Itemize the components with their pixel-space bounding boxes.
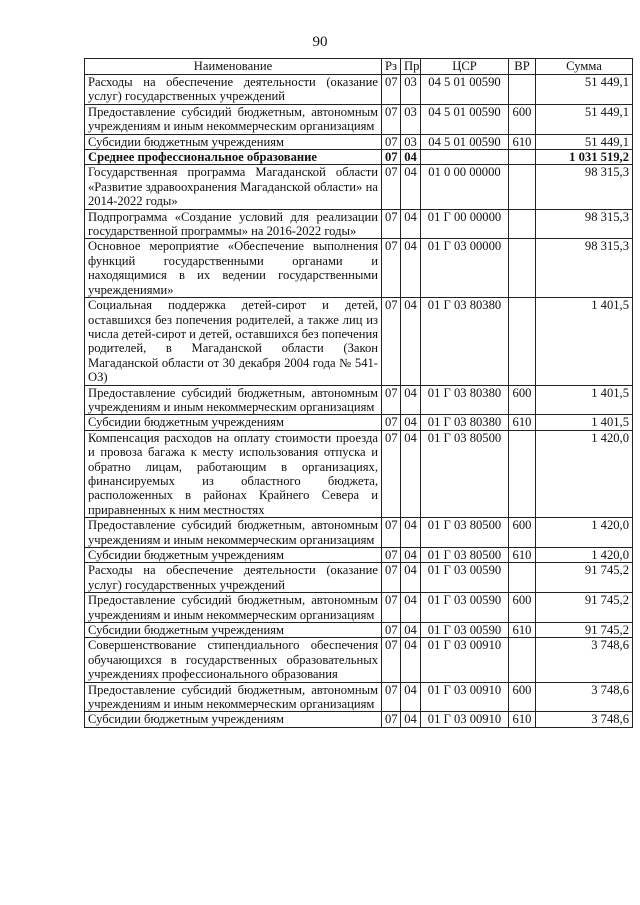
cell-rz: 07 <box>382 239 401 298</box>
cell-vr <box>509 209 536 239</box>
cell-pr: 04 <box>401 712 421 727</box>
column-header-vr: ВР <box>509 59 536 75</box>
cell-pr: 04 <box>401 298 421 385</box>
cell-pr: 04 <box>401 638 421 682</box>
cell-rz: 07 <box>382 165 401 209</box>
cell-sum: 1 401,5 <box>536 415 633 430</box>
table-row <box>85 638 633 682</box>
cell-name: Субсидии бюджетным учреждениям <box>85 415 382 430</box>
cell-sum: 91 745,2 <box>536 593 633 623</box>
cell-vr: 610 <box>509 548 536 563</box>
table-row-section <box>85 150 633 165</box>
cell-vr <box>509 563 536 593</box>
cell-sum: 1 401,5 <box>536 298 633 385</box>
cell-csr: 01 0 00 00000 <box>421 165 509 209</box>
cell-name: Субсидии бюджетным учреждениям <box>85 548 382 563</box>
cell-vr <box>509 430 536 517</box>
cell-vr <box>509 239 536 298</box>
cell-vr <box>509 75 536 105</box>
cell-name: Предоставление субсидий бюджетным, автономным учреждениям и иным некоммерческим организациям <box>85 518 382 548</box>
budget-table <box>84 58 633 728</box>
column-header-sum: Сумма <box>536 59 633 75</box>
column-header-rz: Рз <box>382 59 401 75</box>
column-header-pr: Пр <box>401 59 421 75</box>
table-row <box>85 682 633 712</box>
cell-csr: 01 Г 03 00590 <box>421 563 509 593</box>
cell-name: Предоставление субсидий бюджетным, автономным учреждениям и иным некоммерческим организациям <box>85 104 382 134</box>
cell-csr: 01 Г 03 00590 <box>421 593 509 623</box>
table-row <box>85 298 633 385</box>
cell-vr: 600 <box>509 104 536 134</box>
cell-sum: 51 449,1 <box>536 75 633 105</box>
cell-csr: 01 Г 03 00000 <box>421 239 509 298</box>
cell-pr: 04 <box>401 209 421 239</box>
cell-vr: 600 <box>509 682 536 712</box>
cell-csr: 01 Г 03 00590 <box>421 623 509 638</box>
cell-pr: 04 <box>401 563 421 593</box>
cell-pr: 04 <box>401 623 421 638</box>
cell-csr <box>421 150 509 165</box>
cell-rz: 07 <box>382 638 401 682</box>
cell-name: Предоставление субсидий бюджетным, автономным учреждениям и иным некоммерческим организациям <box>85 682 382 712</box>
table-header-row <box>85 59 633 75</box>
cell-csr: 01 Г 03 80380 <box>421 385 509 415</box>
cell-rz: 07 <box>382 150 401 165</box>
cell-pr: 04 <box>401 415 421 430</box>
column-header-csr: ЦСР <box>421 59 509 75</box>
cell-vr <box>509 165 536 209</box>
cell-vr: 610 <box>509 415 536 430</box>
cell-csr: 01 Г 03 80380 <box>421 298 509 385</box>
cell-csr: 04 5 01 00590 <box>421 104 509 134</box>
cell-sum: 51 449,1 <box>536 104 633 134</box>
table-row <box>85 518 633 548</box>
cell-pr: 04 <box>401 165 421 209</box>
cell-sum: 1 401,5 <box>536 385 633 415</box>
table-row <box>85 623 633 638</box>
cell-rz: 07 <box>382 682 401 712</box>
cell-name: Предоставление субсидий бюджетным, автономным учреждениям и иным некоммерческим организациям <box>85 385 382 415</box>
cell-csr: 04 5 01 00590 <box>421 134 509 149</box>
table-row <box>85 385 633 415</box>
cell-csr: 04 5 01 00590 <box>421 75 509 105</box>
table-row <box>85 104 633 134</box>
cell-pr: 04 <box>401 430 421 517</box>
cell-vr: 600 <box>509 518 536 548</box>
cell-vr <box>509 298 536 385</box>
cell-sum: 51 449,1 <box>536 134 633 149</box>
cell-name: Расходы на обеспечение деятельности (оказание услуг) государственных учреждений <box>85 75 382 105</box>
cell-name: Среднее профессиональное образование <box>85 150 382 165</box>
cell-sum: 91 745,2 <box>536 623 633 638</box>
cell-vr <box>509 150 536 165</box>
cell-sum: 3 748,6 <box>536 638 633 682</box>
cell-name: Субсидии бюджетным учреждениям <box>85 134 382 149</box>
cell-name: Субсидии бюджетным учреждениям <box>85 623 382 638</box>
table-row <box>85 563 633 593</box>
table-row <box>85 593 633 623</box>
cell-sum: 3 748,6 <box>536 712 633 727</box>
table-row <box>85 430 633 517</box>
cell-name: Совершенствование стипендиального обеспечения обучающихся в государственных образовательных учреждениях профессионального образования <box>85 638 382 682</box>
cell-pr: 04 <box>401 150 421 165</box>
cell-sum: 3 748,6 <box>536 682 633 712</box>
cell-csr: 01 Г 03 80500 <box>421 518 509 548</box>
table-row <box>85 712 633 727</box>
cell-csr: 01 Г 03 80380 <box>421 415 509 430</box>
table-row <box>85 165 633 209</box>
cell-pr: 04 <box>401 385 421 415</box>
cell-csr: 01 Г 03 00910 <box>421 712 509 727</box>
cell-pr: 04 <box>401 593 421 623</box>
cell-name: Социальная поддержка детей-сирот и детей, оставшихся без попечения родителей, а также лиц из числа детей-сирот и детей, оставшихся без попечения родителей, в Магаданской области (Закон Магаданской области от 30 декабря 2004 года № 541-ОЗ) <box>85 298 382 385</box>
cell-rz: 07 <box>382 563 401 593</box>
cell-pr: 03 <box>401 104 421 134</box>
cell-rz: 07 <box>382 75 401 105</box>
table-row <box>85 415 633 430</box>
cell-rz: 07 <box>382 712 401 727</box>
cell-pr: 04 <box>401 239 421 298</box>
cell-vr: 610 <box>509 134 536 149</box>
cell-pr: 04 <box>401 682 421 712</box>
page-number: 90 <box>312 34 328 50</box>
cell-sum: 98 315,3 <box>536 239 633 298</box>
table-row <box>85 75 633 105</box>
cell-sum: 91 745,2 <box>536 563 633 593</box>
cell-name: Предоставление субсидий бюджетным, автономным учреждениям и иным некоммерческим организациям <box>85 593 382 623</box>
cell-csr: 01 Г 03 80500 <box>421 548 509 563</box>
cell-name: Государственная программа Магаданской области «Развитие здравоохранения Магаданской области» на 2014-2022 годы» <box>85 165 382 209</box>
table-row <box>85 134 633 149</box>
cell-sum: 1 031 519,2 <box>536 150 633 165</box>
cell-sum: 1 420,0 <box>536 518 633 548</box>
cell-vr: 600 <box>509 593 536 623</box>
table-row <box>85 548 633 563</box>
cell-pr: 04 <box>401 518 421 548</box>
cell-name: Субсидии бюджетным учреждениям <box>85 712 382 727</box>
cell-pr: 04 <box>401 548 421 563</box>
table-row <box>85 239 633 298</box>
cell-rz: 07 <box>382 415 401 430</box>
cell-name: Расходы на обеспечение деятельности (оказание услуг) государственных учреждений <box>85 563 382 593</box>
cell-rz: 07 <box>382 209 401 239</box>
cell-rz: 07 <box>382 548 401 563</box>
cell-sum: 1 420,0 <box>536 548 633 563</box>
cell-rz: 07 <box>382 134 401 149</box>
cell-vr: 610 <box>509 712 536 727</box>
cell-name: Подпрограмма «Создание условий для реализации государственной программы» на 2016-2022 годы» <box>85 209 382 239</box>
cell-csr: 01 Г 00 00000 <box>421 209 509 239</box>
cell-rz: 07 <box>382 593 401 623</box>
cell-pr: 03 <box>401 134 421 149</box>
cell-csr: 01 Г 03 80500 <box>421 430 509 517</box>
cell-rz: 07 <box>382 623 401 638</box>
cell-vr: 600 <box>509 385 536 415</box>
cell-pr: 03 <box>401 75 421 105</box>
cell-rz: 07 <box>382 430 401 517</box>
cell-csr: 01 Г 03 00910 <box>421 638 509 682</box>
cell-sum: 98 315,3 <box>536 165 633 209</box>
column-header-name: Наименование <box>85 59 382 75</box>
cell-csr: 01 Г 03 00910 <box>421 682 509 712</box>
table-row <box>85 209 633 239</box>
cell-rz: 07 <box>382 298 401 385</box>
cell-name: Основное мероприятие «Обеспечение выполнения функций государственными органами и находящимися в их ведении государственными учреждениями» <box>85 239 382 298</box>
cell-sum: 1 420,0 <box>536 430 633 517</box>
cell-rz: 07 <box>382 385 401 415</box>
cell-rz: 07 <box>382 104 401 134</box>
cell-rz: 07 <box>382 518 401 548</box>
cell-name: Компенсация расходов на оплату стоимости проезда и провоза багажа к месту использования отпуска и обратно лицам, работающим в организациях, финансируемых из областного бюджета, расположенных в районах Крайнего Севера и приравненных к ним местностях <box>85 430 382 517</box>
cell-vr: 610 <box>509 623 536 638</box>
cell-vr <box>509 638 536 682</box>
cell-sum: 98 315,3 <box>536 209 633 239</box>
